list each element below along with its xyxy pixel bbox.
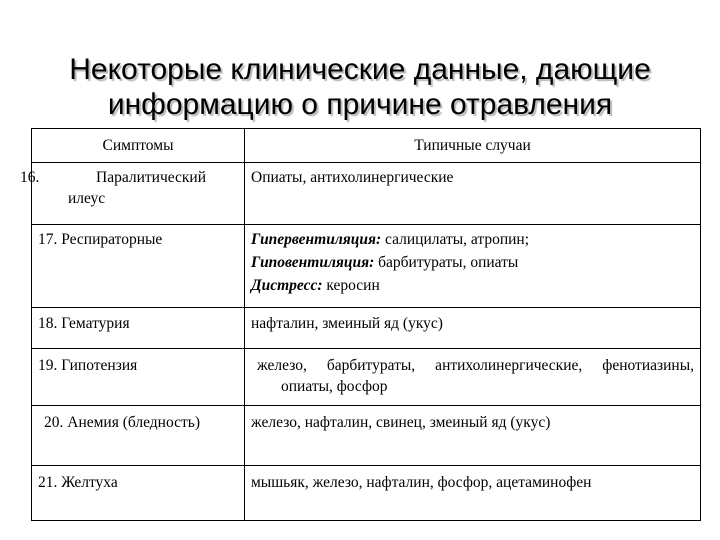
case-label: Гипервентиляция: (251, 231, 382, 248)
slide-title (20, 52, 700, 122)
header-typical-cases: Типичные случаи (245, 129, 701, 163)
title-line-2: информацию о причине отравления (107, 88, 613, 121)
cases-cell: Опиаты, антихолинергические (245, 163, 701, 225)
symptom-text: 20. Анемия (бледность) (44, 414, 200, 431)
case-text: барбитураты, опиаты (374, 254, 519, 271)
table-row (32, 308, 701, 349)
table-row (32, 466, 701, 521)
header-symptoms: Симптомы (32, 129, 245, 163)
cases-cell: нафталин, змеиный яд (укус) (245, 308, 701, 349)
cases-line (251, 252, 694, 273)
case-text: салицилаты, атропин; (381, 231, 530, 248)
cases-line (251, 229, 694, 250)
case-label: Гиповентиляция: (251, 254, 375, 271)
table-row (32, 406, 701, 466)
symptom-cell: 19. Гипотензия (32, 349, 245, 406)
case-label: Дистресс: (251, 277, 323, 294)
poisoning-symptoms-table (20, 128, 701, 521)
cases-cell: железо, нафталин, свинец, змеиный яд (укус) (245, 406, 701, 466)
cases-line (251, 275, 694, 296)
cases-cell (245, 349, 701, 406)
symptom-cell: 18. Гематурия (32, 308, 245, 349)
symptom-cell: 21. Желтуха (32, 466, 245, 521)
symptom-cell (20, 163, 245, 225)
table-row (32, 225, 701, 308)
cases-text: железо, барбитураты, антихолинергические, фенотиазины, опиаты, фосфор (257, 357, 694, 395)
symptom-text (20, 167, 238, 209)
symptom-label: Паралитический илеус (68, 169, 206, 207)
title-line-1: Некоторые клинические данные, дающие (69, 53, 651, 86)
table-row (32, 349, 701, 406)
table-header-row (32, 129, 701, 163)
table-row (32, 163, 701, 225)
cases-cell (245, 225, 701, 308)
case-text: керосин (322, 277, 380, 294)
symptom-cell (32, 406, 245, 466)
cases-cell: мышьяк, железо, нафталин, фосфор, ацетаминофен (245, 466, 701, 521)
symptom-cell: 17. Респираторные (32, 225, 245, 308)
symptom-number: 16. (20, 169, 40, 186)
